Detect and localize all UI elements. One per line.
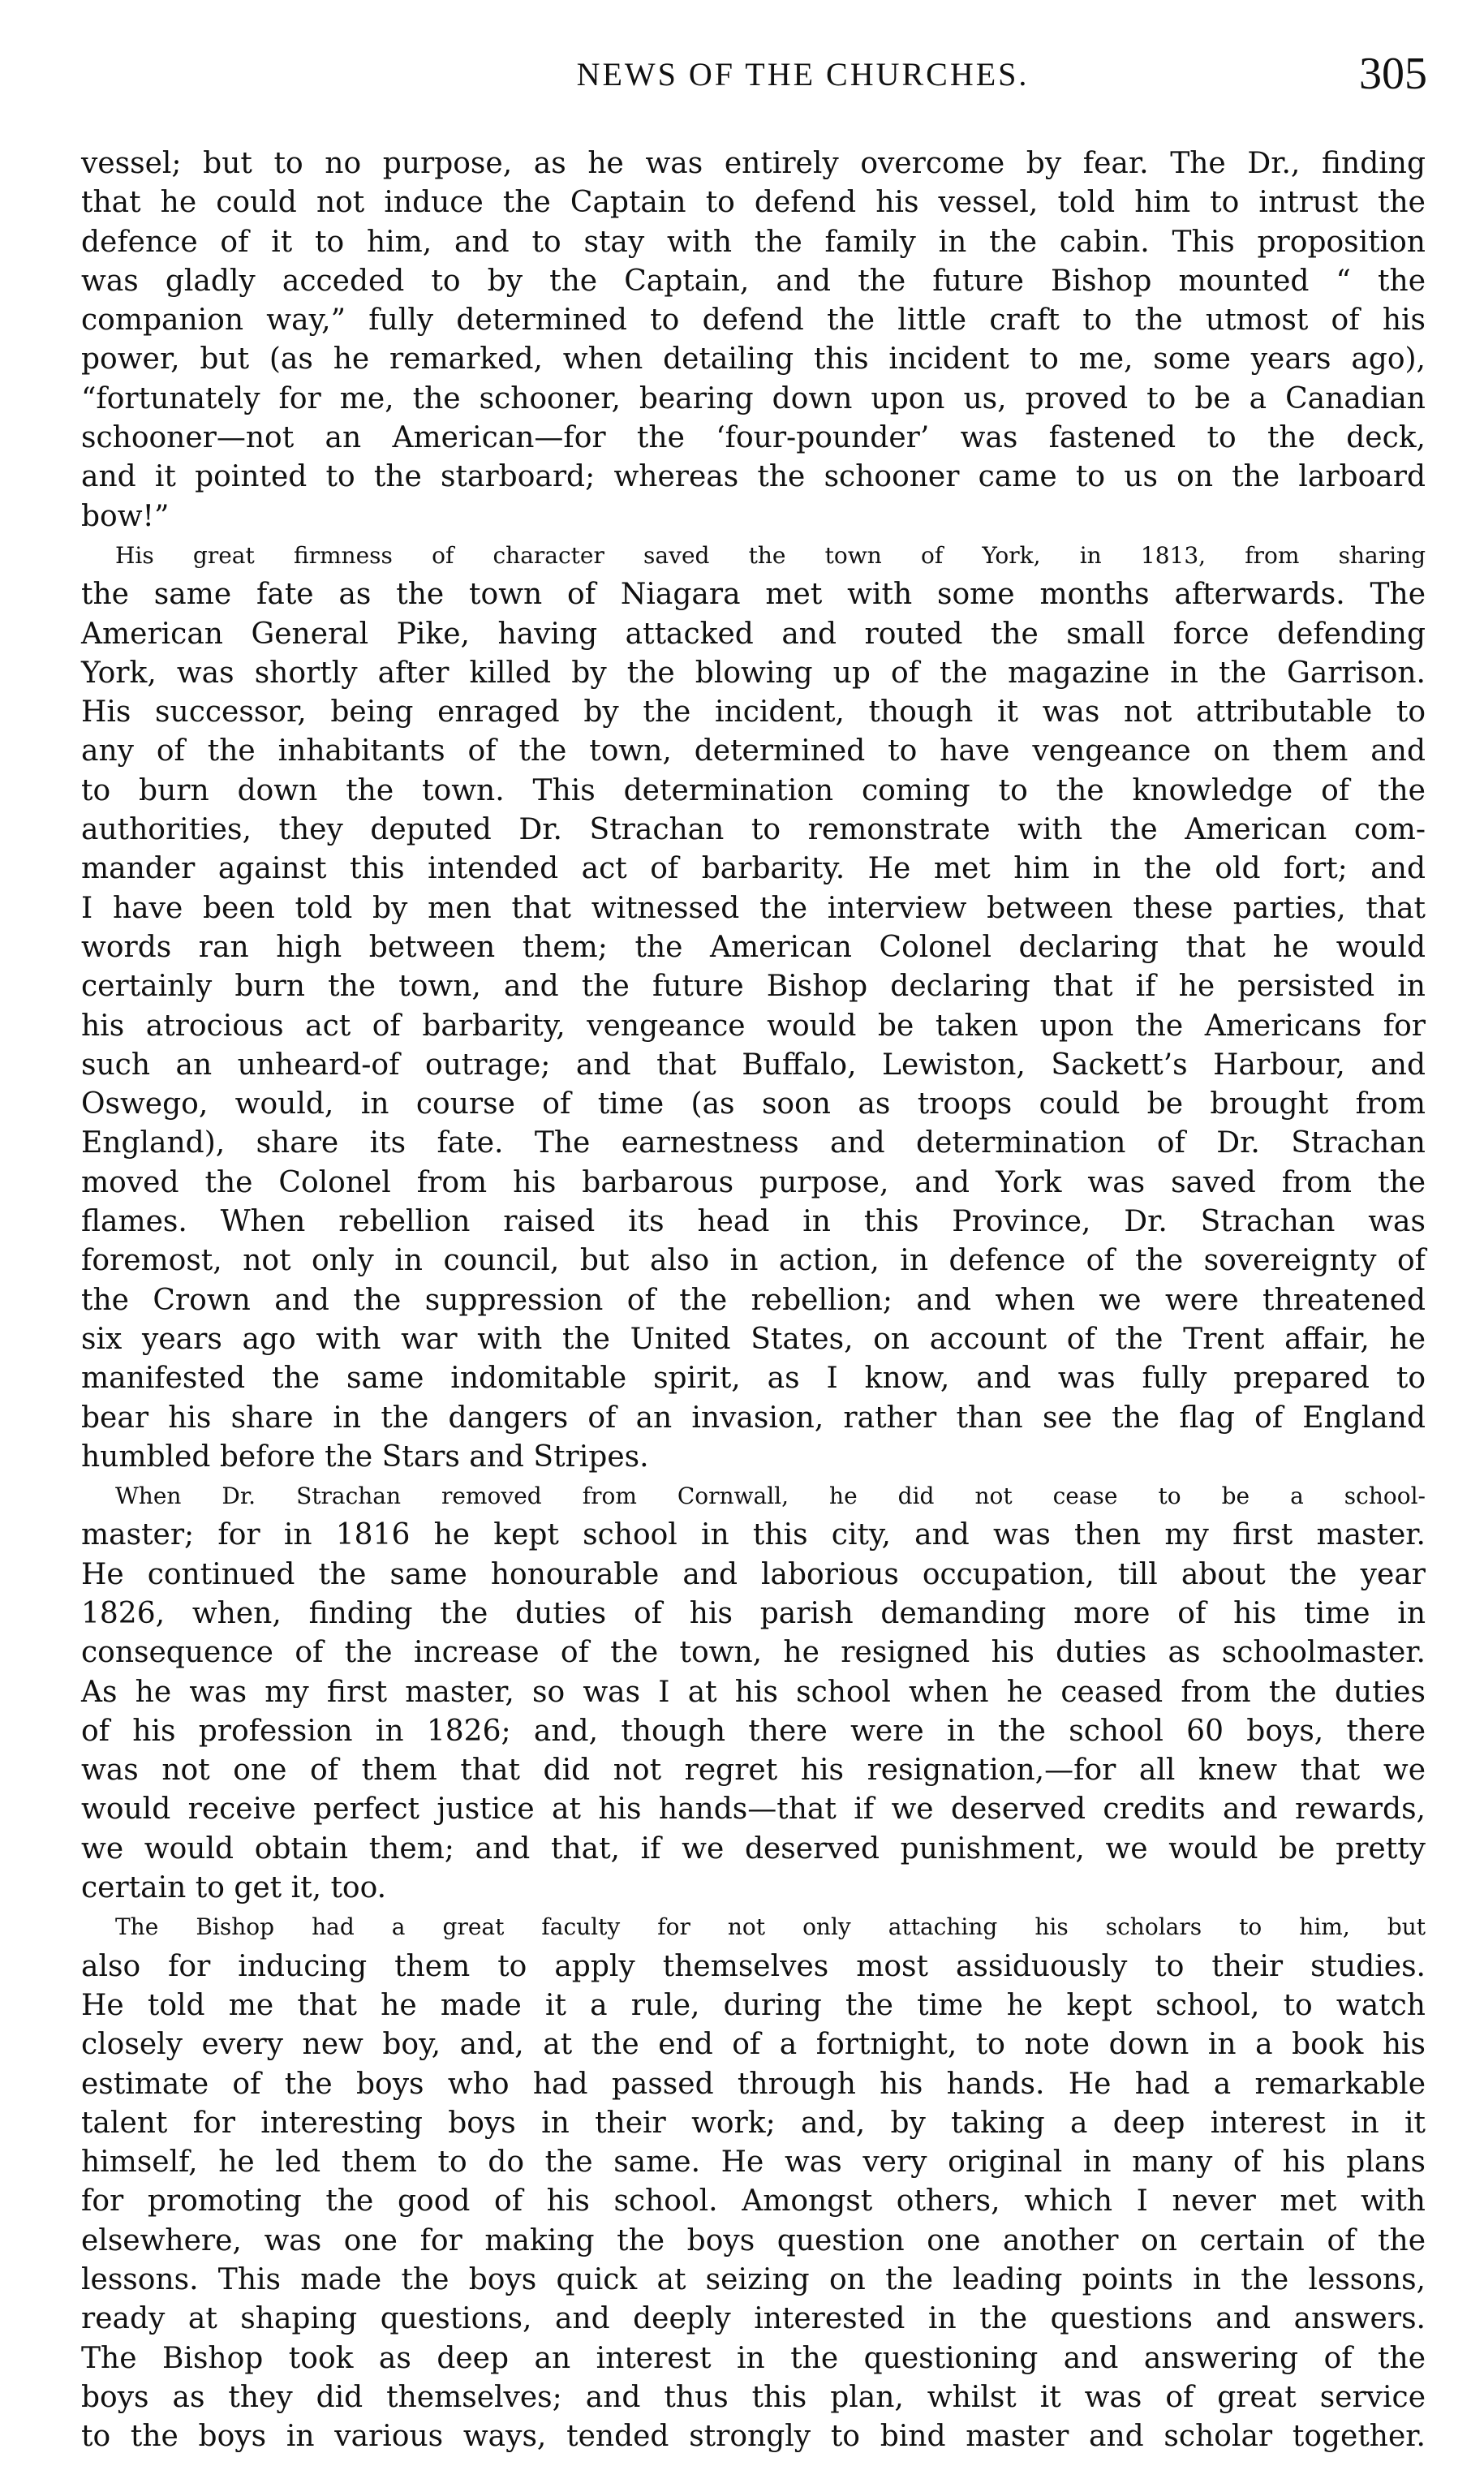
- text-line: American General Pike, having attacked and routed the small force defending: [81, 617, 1426, 651]
- text-line: power, but (as he remarked, when detailing this incident to me, some years ago),: [81, 342, 1426, 377]
- text-line: would receive perfect justice at his hands—that if we deserved credits and rewards,: [81, 1792, 1426, 1827]
- text-line: England), share its fate. The earnestness and determination of Dr. Strachan: [81, 1126, 1426, 1160]
- text-line: The Bishop had a great faculty for not only attaching his scholars to him, but: [115, 1913, 1426, 1941]
- text-line: vessel; but to no purpose, as he was entirely overcome by fear. The Dr., finding: [81, 147, 1426, 180]
- text-line: his atrocious act of barbarity, vengeance would be taken upon the Americans for: [81, 1009, 1426, 1043]
- text-line: Oswego, would, in course of time (as soon as troops could be brought from: [81, 1087, 1426, 1121]
- text-line: that he could not induce the Captain to defend his vessel, told him to intrust the: [81, 186, 1426, 220]
- text-line: authorities, they deputed Dr. Strachan to remonstrate with the American com-: [81, 813, 1426, 847]
- text-line: closely every new boy, and, at the end of a fortnight, to note down in a book his: [81, 2028, 1426, 2062]
- text-line: manifested the same indomitable spirit, as I know, and was fully prepared to: [81, 1362, 1426, 1396]
- paragraph-1: [81, 144, 1426, 536]
- text-line: talent for interesting boys in their work; and, by taking a deep interest in it: [81, 2106, 1426, 2140]
- text-line: ready at shaping questions, and deeply interested in the questions and answers.: [81, 2302, 1426, 2336]
- text-line: mander against this intended act of barbarity. He met him in the old fort; and: [81, 852, 1426, 886]
- text-line: foremost, not only in council, but also in action, in defence of the sovereignty of: [81, 1244, 1426, 1278]
- running-title: NEWS OF THE CHURCHES.: [576, 56, 1030, 93]
- text-line: was gladly acceded to by the Captain, and the future Bishop mounted “ the: [81, 264, 1426, 298]
- text-line: consequence of the increase of the town, he resigned his duties as schoolmaster.: [81, 1636, 1426, 1670]
- text-line: bear his share in the dangers of an invasion, rather than see the flag of England: [81, 1401, 1426, 1435]
- text-line: He told me that he made it a rule, during the time he kept school, to watch: [81, 1988, 1426, 2022]
- text-line: humbled before the Stars and Stripes.: [81, 1440, 649, 1474]
- text-line: York, was shortly after killed by the blowing up of the magazine in the Garrison.: [81, 656, 1426, 690]
- text-line: When Dr. Strachan removed from Cornwall, he did not cease to be a school-: [115, 1483, 1426, 1510]
- text-line: estimate of the boys who had passed through his hands. He had a remarkable: [81, 2067, 1426, 2101]
- text-line: for promoting the good of his school. Amongst others, which I never met with: [81, 2184, 1426, 2219]
- paragraph-3: [81, 1477, 1426, 1908]
- text-line: “fortunately for me, the schooner, bearing down upon us, proved to be a Canadian: [81, 381, 1426, 415]
- text-line: himself, he led them to do the same. He was very original in many of his plans: [81, 2145, 1426, 2180]
- page-number: 305: [1359, 49, 1427, 99]
- text-line: and it pointed to the starboard; whereas the schooner came to us on the larboard: [81, 460, 1426, 494]
- text-line: six years ago with war with the United States, on account of the Trent affair, he: [81, 1322, 1426, 1356]
- text-line: to burn down the town. This determination coming to the knowledge of the: [81, 773, 1426, 807]
- text-line: companion way,” fully determined to defend the little craft to the utmost of his: [81, 303, 1426, 338]
- text-line: 1826, when, finding the duties of his parish demanding more of his time in: [81, 1596, 1426, 1630]
- body-text: [81, 144, 1426, 2457]
- page-header: [81, 50, 1427, 107]
- text-line: flames. When rebellion raised its head in this Province, Dr. Strachan was: [81, 1205, 1426, 1239]
- text-line: master; for in 1816 he kept school in this city, and was then my first master.: [81, 1518, 1426, 1552]
- text-line: to the boys in various ways, tended strongly to bind master and scholar together.: [81, 2420, 1426, 2454]
- text-line: the Crown and the suppression of the rebellion; and when we were threatened: [81, 1283, 1426, 1317]
- text-line: bow!”: [81, 499, 170, 533]
- paragraph-2: [81, 536, 1426, 1477]
- text-line: I have been told by men that witnessed the interview between these parties, that: [81, 891, 1426, 925]
- text-line: He continued the same honourable and laborious occupation, till about the year: [81, 1557, 1426, 1591]
- text-line: As he was my first master, so was I at his school when he ceased from the duties: [81, 1675, 1426, 1709]
- text-line: The Bishop took as deep an interest in the questioning and answering of the: [81, 2341, 1426, 2375]
- paragraph-4: [81, 1908, 1426, 2456]
- text-line: His successor, being enraged by the incident, though it was not attributable to: [81, 695, 1426, 729]
- text-line: boys as they did themselves; and thus this plan, whilst it was of great service: [81, 2380, 1426, 2414]
- text-line: elsewhere, was one for making the boys question one another on certain of the: [81, 2223, 1426, 2257]
- text-line: also for inducing them to apply themselves most assiduously to their studies.: [81, 1949, 1426, 1983]
- text-line: such an unheard-of outrage; and that Buffalo, Lewiston, Sackett’s Harbour, and: [81, 1048, 1426, 1082]
- text-line: defence of it to him, and to stay with the family in the cabin. This proposition: [81, 225, 1426, 259]
- text-line: we would obtain them; and that, if we deserved punishment, we would be pretty: [81, 1831, 1426, 1866]
- text-line: any of the inhabitants of the town, determined to have vengeance on them and: [81, 734, 1426, 768]
- text-line: schooner—not an American—for the ‘four-pounder’ was fastened to the deck,: [81, 421, 1426, 455]
- text-line: of his profession in 1826; and, though there were in the school 60 boys, there: [81, 1714, 1426, 1748]
- text-line: lessons. This made the boys quick at seizing on the leading points in the lessons,: [81, 2263, 1426, 2297]
- text-line: words ran high between them; the American Colonel declaring that he would: [81, 930, 1426, 964]
- text-line: certain to get it, too.: [81, 1871, 387, 1905]
- text-line: moved the Colonel from his barbarous purpose, and York was saved from the: [81, 1165, 1426, 1199]
- text-line: was not one of them that did not regret his resignation,—for all knew that we: [81, 1754, 1426, 1788]
- text-line: certainly burn the town, and the future Bishop declaring that if he persisted in: [81, 970, 1426, 1004]
- text-line: the same fate as the town of Niagara met with some months afterwards. The: [81, 578, 1426, 612]
- text-line: His great firmness of character saved the town of York, in 1813, from sharing: [115, 541, 1426, 569]
